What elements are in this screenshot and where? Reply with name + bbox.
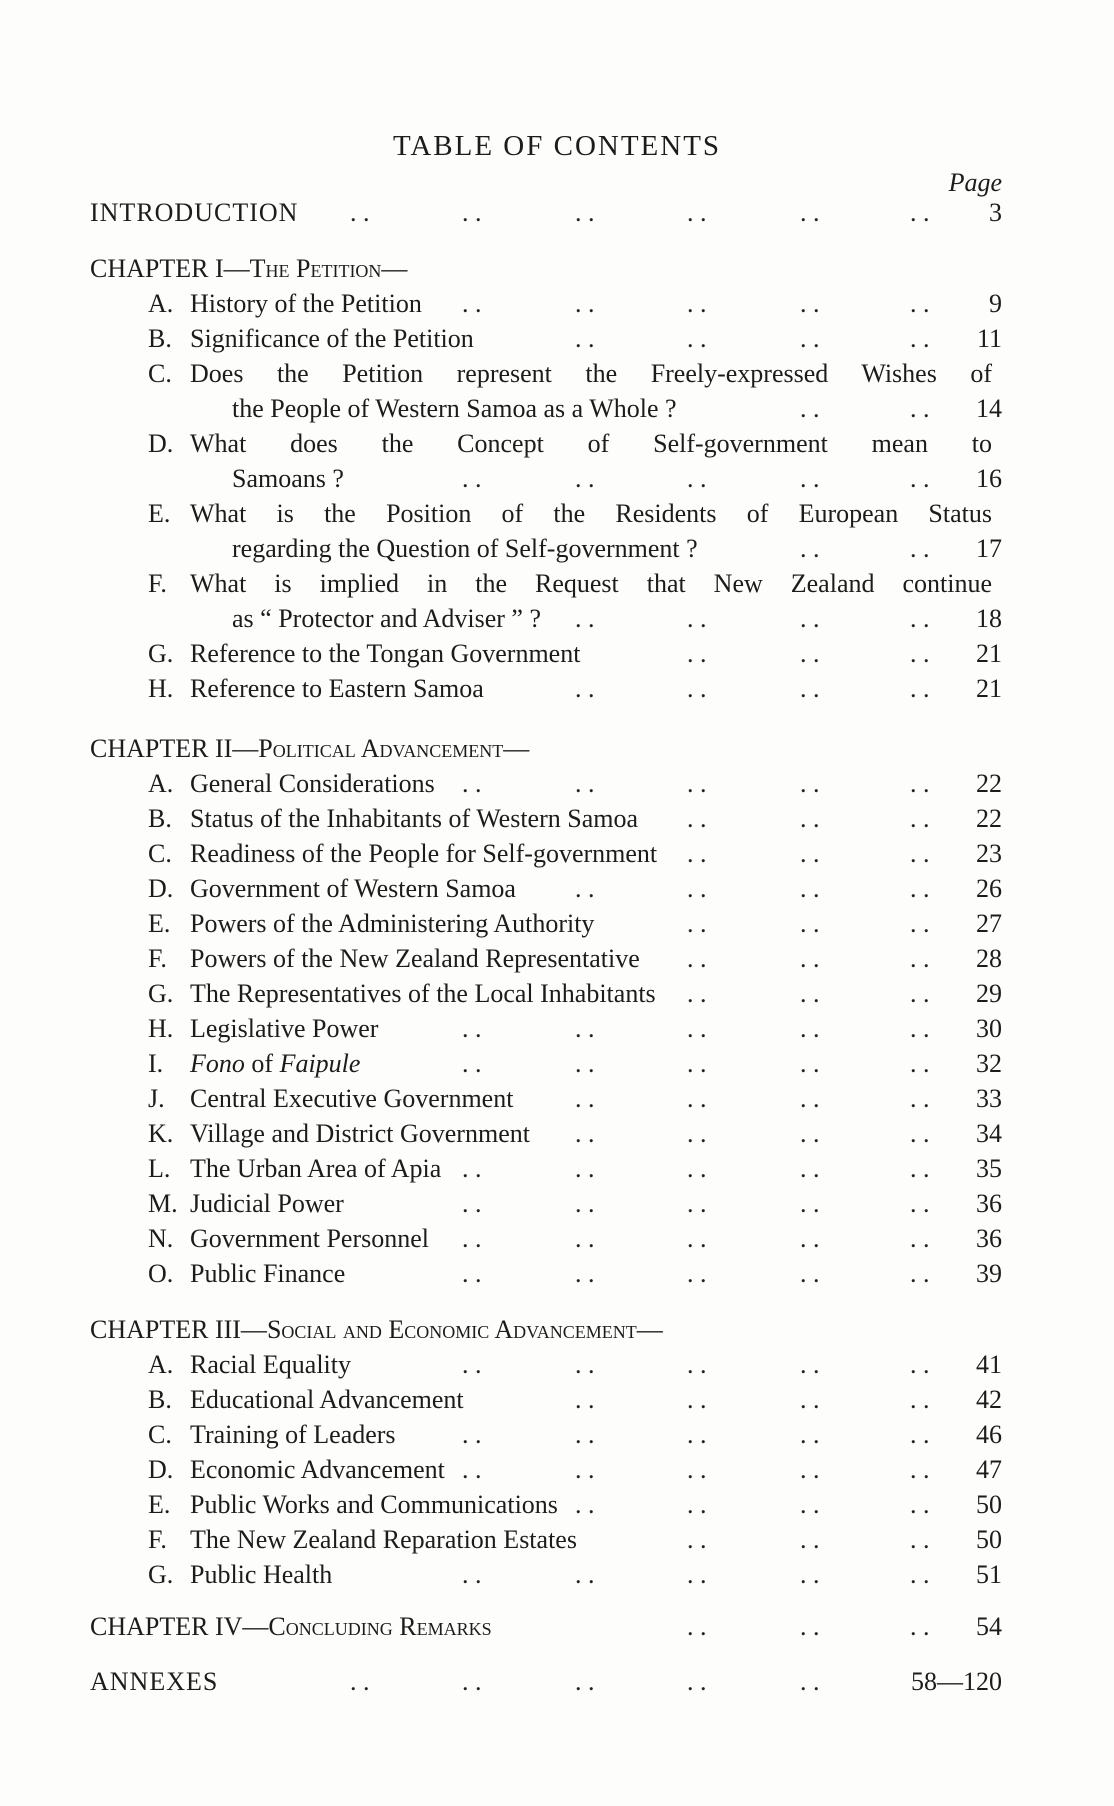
page-number: 16 <box>976 464 1002 493</box>
entry-title: Government of Western Samoa <box>190 874 516 903</box>
leader-dots: . . <box>575 289 595 318</box>
leader-dots: . . <box>575 1455 595 1484</box>
page-number: 11 <box>976 324 1002 353</box>
entry-letter: A. <box>148 1350 174 1379</box>
chapter-heading-title: Concluding Remarks <box>268 1612 492 1641</box>
entry-letter: I. <box>148 1049 164 1078</box>
entry-letter: M. <box>148 1189 178 1218</box>
entry-letter: J. <box>148 1084 165 1113</box>
page-number: 50 <box>976 1525 1002 1554</box>
toc-entry-chapter-4[interactable] <box>90 1610 1002 1644</box>
leader-dots: . . <box>800 1119 820 1148</box>
leader-dots: . . <box>910 1119 930 1148</box>
leader-dots: . . <box>800 1189 820 1218</box>
leader-dots: . . <box>800 1259 820 1288</box>
chapter-heading-3 <box>90 1313 663 1347</box>
entry-letter: L. <box>148 1154 171 1183</box>
entry-title: What is implied in the Request that New Zealand continue <box>190 569 992 598</box>
entry-letter: F. <box>148 944 167 973</box>
leader-dots: . . <box>575 1385 595 1414</box>
page-column-header: Page <box>948 168 1002 197</box>
leader-dots: . . <box>910 1560 930 1589</box>
leader-dots: . . <box>800 839 820 868</box>
page-number: 32 <box>976 1049 1002 1078</box>
entry-title: Reference to Eastern Samoa <box>190 674 484 703</box>
leader-dots: . . <box>910 1385 930 1414</box>
page-number: 47 <box>976 1455 1002 1484</box>
leader-dots: . . <box>687 1612 707 1641</box>
leader-dots: . . <box>575 464 595 493</box>
leader-dots: . . <box>800 394 820 423</box>
leader-dots: . . <box>687 1014 707 1043</box>
leader-dots: . . <box>800 1560 820 1589</box>
leader-dots: . . <box>910 674 930 703</box>
entry-title: General Considerations <box>190 769 435 798</box>
leader-dots: . . <box>687 1385 707 1414</box>
entry-label: INTRODUCTION <box>90 198 299 227</box>
leader-dots: . . <box>910 1224 930 1253</box>
leader-dots: . . <box>575 1119 595 1148</box>
entry-title: Judicial Power <box>190 1189 344 1218</box>
leader-dots: . . <box>575 1350 595 1379</box>
chapter-heading-label: CHAPTER III— <box>90 1315 267 1344</box>
leader-dots: . . <box>687 674 707 703</box>
leader-dots: . . <box>800 324 820 353</box>
entry-letter: B. <box>148 804 172 833</box>
leader-dots: . . <box>575 1014 595 1043</box>
leader-dots: . . <box>800 909 820 938</box>
entry-letter: N. <box>148 1224 174 1253</box>
leader-dots: . . <box>910 1455 930 1484</box>
entry-letter: G. <box>148 639 174 668</box>
leader-dots: . . <box>800 1084 820 1113</box>
leader-dots: . . <box>910 639 930 668</box>
leader-dots: . . <box>687 1259 707 1288</box>
entry-title: Public Health <box>190 1560 333 1589</box>
entry-title-continued: as “ Protector and Adviser ” ? <box>232 604 542 633</box>
page-number: 36 <box>976 1189 1002 1218</box>
leader-dots: . . <box>687 324 707 353</box>
leader-dots: . . <box>350 1667 370 1696</box>
entry-title: Government Personnel <box>190 1224 430 1253</box>
entry-letter: B. <box>148 1385 172 1414</box>
entry-letter: H. <box>148 1014 174 1043</box>
page-number: 35 <box>976 1154 1002 1183</box>
entry-letter: D. <box>148 874 174 903</box>
leader-dots: . . <box>800 874 820 903</box>
entry-title: Public Finance <box>190 1259 346 1288</box>
entry-letter: D. <box>148 429 174 458</box>
leader-dots: . . <box>575 1049 595 1078</box>
chapter-heading-title: The Petition— <box>249 254 408 283</box>
leader-dots: . . <box>687 1420 707 1449</box>
leader-dots: . . <box>687 1189 707 1218</box>
entry-title: Educational Advancement <box>190 1385 464 1414</box>
leader-dots: . . <box>910 324 930 353</box>
page-number: 21 <box>976 639 1002 668</box>
leader-dots: . . <box>575 1224 595 1253</box>
entry-title: Significance of the Petition <box>190 324 474 353</box>
leader-dots: . . <box>575 1420 595 1449</box>
entry-title: Central Executive Government <box>190 1084 514 1113</box>
leader-dots: . . <box>800 1612 820 1641</box>
entry-letter: K. <box>148 1119 174 1148</box>
leader-dots: . . <box>910 1084 930 1113</box>
page-number: 9 <box>989 289 1002 318</box>
entry-letter: F. <box>148 569 167 598</box>
leader-dots: . . <box>910 1259 930 1288</box>
leader-dots: . . <box>910 1049 930 1078</box>
entry-title: Readiness of the People for Self-government <box>190 839 658 868</box>
leader-dots: . . <box>687 1455 707 1484</box>
leader-dots: . . <box>462 1049 482 1078</box>
leader-dots: . . <box>575 874 595 903</box>
entry-letter: D. <box>148 1455 174 1484</box>
leader-dots: . . <box>687 1119 707 1148</box>
leader-dots: . . <box>910 1189 930 1218</box>
page-number: 39 <box>976 1259 1002 1288</box>
leader-dots: . . <box>462 198 482 227</box>
leader-dots: . . <box>575 1259 595 1288</box>
chapter-heading-title: Political Advancement— <box>258 734 530 763</box>
entry-letter: C. <box>148 359 172 388</box>
leader-dots: . . <box>910 1350 930 1379</box>
page-number: 28 <box>976 944 1002 973</box>
entry-letter: A. <box>148 769 174 798</box>
leader-dots: . . <box>575 198 595 227</box>
leader-dots: . . <box>910 1014 930 1043</box>
leader-dots: . . <box>910 839 930 868</box>
entry-title-continued: the People of Western Samoa as a Whole ? <box>232 394 677 423</box>
leader-dots: . . <box>800 1049 820 1078</box>
page-number: 46 <box>976 1420 1002 1449</box>
leader-dots: . . <box>800 1350 820 1379</box>
entry-title: The Representatives of the Local Inhabitants <box>190 979 656 1008</box>
chapter-heading-2 <box>90 732 529 766</box>
leader-dots: . . <box>462 1014 482 1043</box>
entry-title: The Urban Area of Apia <box>190 1154 442 1183</box>
leader-dots: . . <box>687 639 707 668</box>
leader-dots: . . <box>800 979 820 1008</box>
chapter-heading-label: CHAPTER IV— <box>90 1612 269 1641</box>
page-number: 30 <box>976 1014 1002 1043</box>
page-number: 41 <box>976 1350 1002 1379</box>
leader-dots: . . <box>687 874 707 903</box>
leader-dots: . . <box>687 1350 707 1379</box>
entry-title: Public Works and Communications <box>190 1490 558 1519</box>
leader-dots: . . <box>687 198 707 227</box>
leader-dots: . . <box>687 839 707 868</box>
entry-letter: O. <box>148 1259 174 1288</box>
leader-dots: . . <box>462 1259 482 1288</box>
leader-dots: . . <box>687 1154 707 1183</box>
page-number: 22 <box>976 804 1002 833</box>
leader-dots: . . <box>800 604 820 633</box>
leader-dots: . . <box>800 198 820 227</box>
leader-dots: . . <box>687 464 707 493</box>
leader-dots: . . <box>910 464 930 493</box>
leader-dots: . . <box>687 1667 707 1696</box>
leader-dots: . . <box>575 769 595 798</box>
page-number: 22 <box>976 769 1002 798</box>
leader-dots: . . <box>910 198 930 227</box>
leader-dots: . . <box>910 874 930 903</box>
toc-entry-introduction[interactable] <box>90 196 1002 230</box>
leader-dots: . . <box>687 909 707 938</box>
page-number: 36 <box>976 1224 1002 1253</box>
leader-dots: . . <box>800 1420 820 1449</box>
entry-letter: E. <box>148 909 171 938</box>
leader-dots: . . <box>910 1420 930 1449</box>
leader-dots: . . <box>910 769 930 798</box>
leader-dots: . . <box>800 1490 820 1519</box>
page-number: 3 <box>989 198 1002 227</box>
leader-dots: . . <box>462 464 482 493</box>
leader-dots: . . <box>800 1014 820 1043</box>
entry-title: What is the Position of the Residents of European Status <box>190 499 992 528</box>
page-number: 29 <box>976 979 1002 1008</box>
entry-letter: G. <box>148 1560 174 1589</box>
leader-dots: . . <box>800 1525 820 1554</box>
leader-dots: . . <box>687 1525 707 1554</box>
leader-dots: . . <box>687 944 707 973</box>
leader-dots: . . <box>462 1667 482 1696</box>
leader-dots: . . <box>575 324 595 353</box>
page-number: 58—120 <box>911 1667 1002 1696</box>
entry-title: Reference to the Tongan Government <box>190 639 581 668</box>
entry-letter: E. <box>148 1490 171 1519</box>
entry-title: Legislative Power <box>190 1014 379 1043</box>
page-number: 21 <box>976 674 1002 703</box>
leader-dots: . . <box>800 1224 820 1253</box>
entry-title: Does the Petition represent the Freely-expressed Wishes of <box>190 359 992 388</box>
leader-dots: . . <box>800 1667 820 1696</box>
leader-dots: . . <box>575 604 595 633</box>
leader-dots: . . <box>687 1224 707 1253</box>
entry-letter: G. <box>148 979 174 1008</box>
entry-label: ANNEXES <box>90 1667 219 1696</box>
leader-dots: . . <box>575 1490 595 1519</box>
leader-dots: . . <box>687 804 707 833</box>
entry-title: Powers of the Administering Authority <box>190 909 595 938</box>
chapter-heading-label: CHAPTER II— <box>90 734 259 763</box>
entry-title: Fono of Faipule <box>190 1049 361 1078</box>
leader-dots: . . <box>462 1154 482 1183</box>
entry-title: Training of Leaders <box>190 1420 396 1449</box>
leader-dots: . . <box>687 1049 707 1078</box>
page-number: 27 <box>976 909 1002 938</box>
leader-dots: . . <box>687 1084 707 1113</box>
leader-dots: . . <box>910 1490 930 1519</box>
entry-letter: F. <box>148 1525 167 1554</box>
leader-dots: . . <box>687 979 707 1008</box>
leader-dots: . . <box>910 804 930 833</box>
leader-dots: . . <box>575 674 595 703</box>
leader-dots: . . <box>910 289 930 318</box>
page-number: 34 <box>976 1119 1002 1148</box>
leader-dots: . . <box>462 1189 482 1218</box>
leader-dots: . . <box>800 1385 820 1414</box>
leader-dots: . . <box>462 1350 482 1379</box>
entry-title-continued: Samoans ? <box>232 464 344 493</box>
entry-letter: B. <box>148 324 172 353</box>
leader-dots: . . <box>910 394 930 423</box>
page-number: 51 <box>976 1560 1002 1589</box>
entry-title: Village and District Government <box>190 1119 530 1148</box>
entry-title: Powers of the New Zealand Representative <box>190 944 640 973</box>
page-number: 18 <box>976 604 1002 633</box>
leader-dots: . . <box>800 944 820 973</box>
leader-dots: . . <box>687 289 707 318</box>
leader-dots: . . <box>800 674 820 703</box>
leader-dots: . . <box>800 639 820 668</box>
leader-dots: . . <box>800 1154 820 1183</box>
entry-title: Status of the Inhabitants of Western Samoa <box>190 804 639 833</box>
leader-dots: . . <box>800 534 820 563</box>
leader-dots: . . <box>800 1455 820 1484</box>
leader-dots: . . <box>575 1560 595 1589</box>
leader-dots: . . <box>910 979 930 1008</box>
page-number: 42 <box>976 1385 1002 1414</box>
leader-dots: . . <box>910 1612 930 1641</box>
page-number: 50 <box>976 1490 1002 1519</box>
entry-title: History of the Petition <box>190 289 422 318</box>
leader-dots: . . <box>800 464 820 493</box>
page-number: 17 <box>976 534 1002 563</box>
chapter-heading-label: CHAPTER I— <box>90 254 250 283</box>
leader-dots: . . <box>687 1490 707 1519</box>
leader-dots: . . <box>575 1084 595 1113</box>
chapter-heading-title: Social and Economic Advancement— <box>266 1315 663 1344</box>
leader-dots: . . <box>462 1560 482 1589</box>
leader-dots: . . <box>687 1560 707 1589</box>
page-number: 54 <box>976 1612 1002 1641</box>
toc-entry-annexes[interactable] <box>90 1665 1002 1699</box>
entry-title: What does the Concept of Self-government mean to <box>190 429 992 458</box>
leader-dots: . . <box>910 909 930 938</box>
leader-dots: . . <box>910 604 930 633</box>
entry-title: Racial Equality <box>190 1350 352 1379</box>
leader-dots: . . <box>800 289 820 318</box>
page-number: 23 <box>976 839 1002 868</box>
entry-letter: H. <box>148 674 174 703</box>
entry-letter: E. <box>148 499 171 528</box>
page-number: 33 <box>976 1084 1002 1113</box>
leader-dots: . . <box>910 944 930 973</box>
page-number: 26 <box>976 874 1002 903</box>
page-number: 14 <box>976 394 1002 423</box>
leader-dots: . . <box>575 1154 595 1183</box>
leader-dots: . . <box>910 534 930 563</box>
leader-dots: . . <box>687 769 707 798</box>
leader-dots: . . <box>462 1455 482 1484</box>
leader-dots: . . <box>910 1525 930 1554</box>
entry-letter: C. <box>148 839 172 868</box>
leader-dots: . . <box>800 769 820 798</box>
leader-dots: . . <box>462 769 482 798</box>
leader-dots: . . <box>800 804 820 833</box>
leader-dots: . . <box>910 1154 930 1183</box>
entry-title-continued: regarding the Question of Self-government ? <box>232 534 698 563</box>
leader-dots: . . <box>687 604 707 633</box>
entry-title: Economic Advancement <box>190 1455 445 1484</box>
leader-dots: . . <box>462 1420 482 1449</box>
chapter-heading-1 <box>90 252 407 286</box>
entry-letter: A. <box>148 289 174 318</box>
leader-dots: . . <box>462 1224 482 1253</box>
leader-dots: . . <box>462 289 482 318</box>
leader-dots: . . <box>350 198 370 227</box>
leader-dots: . . <box>575 1189 595 1218</box>
entry-letter: C. <box>148 1420 172 1449</box>
entry-title: The New Zealand Reparation Estates <box>190 1525 577 1554</box>
leader-dots: . . <box>575 1667 595 1696</box>
page-title: TABLE OF CONTENTS <box>392 130 722 162</box>
